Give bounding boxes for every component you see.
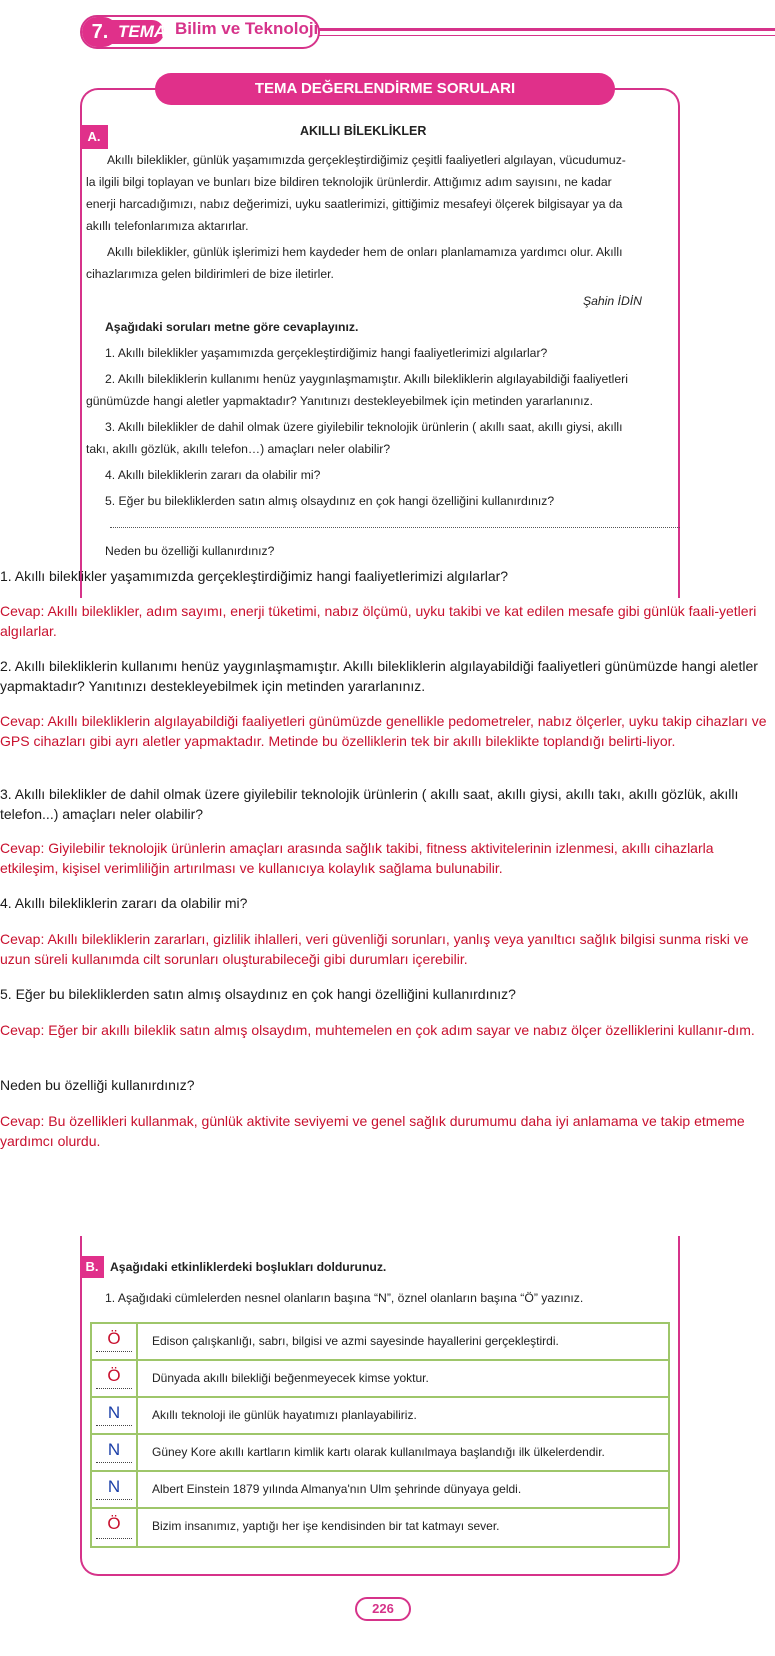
paragraph-1-line-1: Akıllı bileklikler, günlük yaşamımızda gerçekleştirdiğimiz çeşitli faaliyetleri algılayan, vücudumuz- <box>107 153 626 167</box>
answer-1: Cevap: Akıllı bileklikler, adım sayımı, enerji tüketimi, nabız ölçümü, uyku takibi ve kat edilen mesafe gibi günlük faali-yetleri algılarlar. <box>0 603 757 639</box>
question-3-line-1: 3. Akıllı bileklikler de dahil olmak üzere giyilebilir teknolojik ürünlerin ( akıllı saat, akıllı giysi, akıllı <box>105 420 623 434</box>
sentence: Akıllı teknoloji ile günlük hayatımızı planlayabiliriz. <box>152 1408 417 1422</box>
paragraph-2-line-1: Akıllı bileklikler, günlük işlerimizi hem kaydeder hem de onları planlamamıza yardımcı olur. Akıllı <box>107 245 623 259</box>
answer-mark: Ö <box>107 1514 121 1533</box>
header-rule-thin <box>300 35 775 36</box>
question-1: 1. Akıllı bileklikler yaşamımızda gerçekleştirdiğimiz hangi faaliyetlerimizi algılarlar? <box>105 346 548 360</box>
question-2-line-2: günümüzde hangi aletler yapmaktadır? Yanıtınızı destekleyebilmek için metinden yararlanınız. <box>86 394 593 408</box>
question-5: 5. Eğer bu bilekliklerden satın almış olsaydınız en çok hangi özelliğini kullanırdınız? <box>105 494 555 508</box>
table-row <box>92 1361 668 1398</box>
answer-cell[interactable] <box>92 1435 138 1470</box>
answer-mark: N <box>107 1403 121 1422</box>
paragraph-1-line-2: la ilgili bilgi toplayan ve bunları bize bildiren teknolojik ürünlerdir. Attığımız adım sayısını, ne kadar <box>86 175 612 189</box>
header-rule <box>300 28 775 31</box>
paragraph-1-line-4: akıllı telefonlarımıza aktarırlar. <box>86 219 249 233</box>
table-row <box>92 1472 668 1509</box>
question-4: 4. Akıllı bilekliklerin zararı da olabilir mi? <box>105 468 321 482</box>
answer-question-4: 4. Akıllı bilekliklerin zararı da olabilir mi? <box>0 895 248 911</box>
answer-mark: Ö <box>107 1366 121 1385</box>
section-b-tag: B. <box>80 1256 104 1278</box>
answer-cell[interactable] <box>92 1398 138 1433</box>
answer-5: Cevap: Eğer bir akıllı bileklik satın almış olsaydım, muhtemelen en çok adım sayar ve nabız ölçer özelliklerini kullanır-dım. <box>0 1022 755 1038</box>
answer-3: Cevap: Giyilebilir teknolojik ürünlerin amaçları arasında sağlık takibi, fitness aktivitelerinin izlenmesi, akıllı cihazlarla etkileşim, kişisel verimliliğin artırılması ve kullanıcıya kolaylık sağlama bulunabilir. <box>0 840 714 876</box>
objective-subjective-table <box>90 1322 670 1548</box>
sentence: Güney Kore akıllı kartların kimlik kartı olarak kullanılmaya başlandığı ilk ülkelerdendir. <box>152 1445 605 1459</box>
table-row <box>92 1398 668 1435</box>
author: Şahin İDİN <box>583 294 642 308</box>
question-3-line-2: takı, akıllı gözlük, akıllı telefon…) amaçları neler olabilir? <box>86 442 391 456</box>
question-2-line-1: 2. Akıllı bilekliklerin kullanımı henüz yaygınlaşmamıştır. Akıllı bilekliklerin algılayabildiği faaliyetleri <box>105 372 628 386</box>
theme-title: Bilim ve Teknoloji <box>175 19 319 38</box>
paragraph-2-line-2: cihazlarımıza gelen bildirimleri de bize iletirler. <box>86 267 334 281</box>
section-b-task: 1. Aşağıdaki cümlelerden nesnel olanların başına “N”, öznel olanların başına “Ö” yazınız. <box>105 1291 584 1305</box>
answer-question-1: 1. Akıllı bileklikler yaşamımızda gerçekleştirdiğimiz hangi faaliyetlerimizi algılarlar? <box>0 568 509 584</box>
sentence: Dünyada akıllı bilekliği beğenmeyecek kimse yoktur. <box>152 1371 429 1385</box>
sentence: Albert Einstein 1879 yılında Almanya'nın Ulm şehrinde dünyaya geldi. <box>152 1482 522 1496</box>
answer-cell[interactable] <box>92 1472 138 1507</box>
sentence: Edison çalışkanlığı, sabrı, bilgisi ve azmi sayesinde hayallerini gerçekleştirdi. <box>152 1334 559 1348</box>
reading-title: AKILLI BİLEKLİKLER <box>300 124 427 138</box>
section-b-instruction: Aşağıdaki etkinliklerdeki boşlukları doldurunuz. <box>110 1260 387 1274</box>
answer-question-2: 2. Akıllı bilekliklerin kullanımı henüz yaygınlaşmamıştır. Akıllı bilekliklerin algılayabildiği faaliyetleri günümüzde hangi aletler yapmaktadır? Yanıtınızı destekleyebilmek için metinden yararlanınız. <box>0 658 758 694</box>
answer-question-6: Neden bu özelliği kullanırdınız? <box>0 1077 195 1093</box>
answer-4: Cevap: Akıllı bilekliklerin zararları, gizlilik ihlalleri, veri güvenliği sorunları, yanlış veya yanıltıcı sağlık bilgisi sunma riski ve uzun süreli kullanımda cilt sorunları oluşturabileceği gibi durumları içerebilir. <box>0 931 749 967</box>
sentence: Bizim insanımız, yaptığı her işe kendisinden bir tat katmayı sever. <box>152 1519 500 1533</box>
dotted-line <box>96 1538 132 1539</box>
table-row <box>92 1435 668 1472</box>
theme-label: TEMA <box>112 20 164 44</box>
answer-cell[interactable] <box>92 1509 138 1546</box>
dotted-line <box>96 1388 132 1389</box>
page-number: 226 <box>355 1597 411 1621</box>
dotted-line <box>96 1425 132 1426</box>
answer-mark: N <box>107 1477 121 1496</box>
dotted-line <box>96 1351 132 1352</box>
dotted-line <box>96 1499 132 1500</box>
questions-instruction: Aşağıdaki soruları metne göre cevaplayınız. <box>105 320 359 334</box>
answer-2: Cevap: Akıllı bilekliklerin algılayabildiği faaliyetleri günümüzde genellikle pedometreler, nabız ölçerler, uyku takip cihazları ve GPS cihazları gibi ayrı aletler yapmaktadır. Metinde bu özelliklerin tek bir akıllı bileklikte toplandığı belirti-liyor. <box>0 713 767 749</box>
question-6: Neden bu özelliği kullanırdınız? <box>105 544 275 558</box>
answer-question-5: 5. Eğer bu bilekliklerden satın almış olsaydınız en çok hangi özelliğini kullanırdınız? <box>0 986 516 1002</box>
section-a-tag: A. <box>80 125 108 149</box>
answer-mark: N <box>107 1440 121 1459</box>
paragraph-1-line-3: enerji harcadığımızı, nabız değerimizi, uyku saatlerimizi, gittiğimiz mesafeyi ölçerek bilgisayar ya da <box>86 197 623 211</box>
answer-cell[interactable] <box>92 1361 138 1396</box>
answer-dotted-line <box>110 527 680 528</box>
theme-number: 7. <box>82 17 118 47</box>
section-banner: TEMA DEĞERLENDİRME SORULARI <box>155 73 615 105</box>
answer-question-3: 3. Akıllı bileklikler de dahil olmak üzere giyilebilir teknolojik ürünlerin ( akıllı saat, akıllı giysi, akıllı takı, akıllı gözlük, akıllı telefon...) amaçları neler olabilir? <box>0 786 739 822</box>
answer-cell[interactable] <box>92 1324 138 1359</box>
answer-mark: Ö <box>107 1329 121 1348</box>
table-row <box>92 1324 668 1361</box>
answer-6: Cevap: Bu özellikleri kullanmak, günlük aktivite seviyemi ve genel sağlık durumumu daha iyi anlamama ve takip etmeme yardımcı olurdu. <box>0 1113 745 1149</box>
table-row <box>92 1509 668 1546</box>
dotted-line <box>96 1462 132 1463</box>
